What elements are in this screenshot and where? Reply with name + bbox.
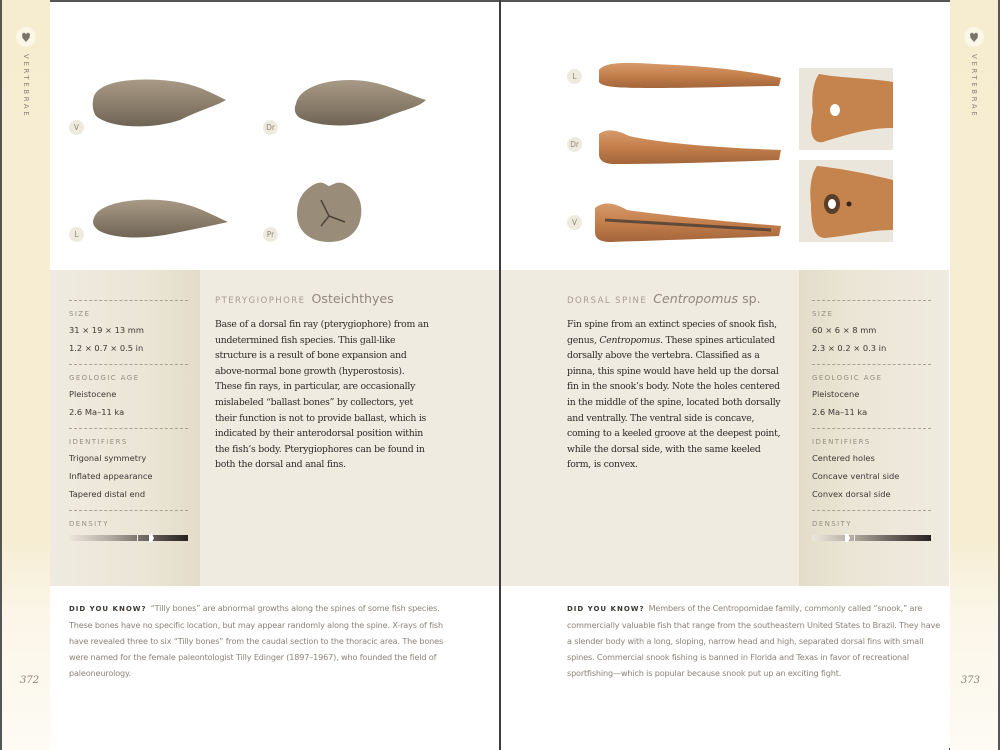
specimen-category: DORSAL SPINE <box>567 296 648 306</box>
view-badge-lateral: L <box>69 227 84 242</box>
description-text: Fin spine from an extinct species of snook fish, genus, <box>567 319 777 346</box>
section-tab-label: VERTEBRAE <box>970 54 978 119</box>
specimen-info-band <box>50 270 499 586</box>
did-you-know-section <box>50 586 499 750</box>
size-imperial-value: 1.2 × 0.7 × 0.5 in <box>69 343 144 353</box>
did-you-know-label: DID YOU KNOW? <box>69 605 147 613</box>
description-column <box>501 270 799 586</box>
right-page <box>501 0 1000 750</box>
geologic-age-label: GEOLOGIC AGE <box>69 374 140 382</box>
size-label: SIZE <box>69 310 91 318</box>
divider <box>69 510 188 511</box>
description-column <box>200 270 499 586</box>
did-you-know-section <box>501 586 949 750</box>
did-you-know-body: “Tilly bones” are abnormal growths along the spines of some fish species. These bones have no specific location, but may appear randomly along the spine. X-rays of fish have revealed three to six “Tilly bones” from the caudal section to the thoracic area. The bones were named for the female paleontologist Tilly Edinger (1897–1967), who founded the field of paleoneurology. <box>69 603 444 679</box>
section-tab-label: VERTEBRAE <box>22 54 30 119</box>
size-metric-value: 31 × 19 × 13 mm <box>69 325 144 335</box>
identifiers-label: IDENTIFIERS <box>69 438 128 446</box>
view-badge-dorsal: Dr <box>263 120 278 135</box>
specimen-photo-dorsal <box>595 126 785 166</box>
did-you-know-text <box>567 600 945 681</box>
identifier-item: Trigonal symmetry <box>69 453 147 463</box>
size-stat <box>812 310 931 354</box>
view-badge-proximal: Pr <box>263 227 278 242</box>
did-you-know-body: Members of the Centropomidae family, commonly called “snook,” are commercially valuable fish that range from the southeastern United States to Brazil. They have a slender body with a long, sloping, narrow head and high, separated dorsal fins with small spines. Commercial snook fishing is banned in Florida and Texas in favor of recreational sportfishing—which is popular because snook put up an exciting fight. <box>567 603 941 679</box>
identifier-item: Concave ventral side <box>812 471 900 481</box>
density-scale <box>69 535 188 541</box>
divider <box>69 428 188 429</box>
shell-icon <box>964 27 984 47</box>
specimen-taxon: Osteichthyes <box>311 291 394 306</box>
did-you-know-text <box>69 600 447 681</box>
specimen-species-suffix: sp. <box>738 291 761 306</box>
density-stat <box>69 520 188 541</box>
book-gutter <box>499 0 501 750</box>
identifiers-stat <box>812 438 931 500</box>
geologic-range-value: 2.6 Ma–11 ka <box>69 407 125 417</box>
divider <box>812 364 931 365</box>
geologic-age-stat <box>812 374 931 418</box>
view-badge-ventral: V <box>567 215 582 230</box>
identifier-item: Convex dorsal side <box>812 489 891 499</box>
description-genus: Centropomus <box>599 334 661 346</box>
specimen-info-band <box>501 270 949 586</box>
description-text: . These spines articulated dorsally above the vertebra. Classified as a pinna, this spine would have held up the dorsal fin in the snook’s body. Note the holes centered in the middle of the spine, located both dorsally and ventrally. The ventral side is concave, coming to a keeled groove at the deepest point, while the dorsal side, with the same keeled form, is convex. <box>567 334 781 471</box>
page-number: 373 <box>960 675 980 686</box>
density-label: DENSITY <box>812 520 852 528</box>
specimen-photo-lateral <box>595 58 785 94</box>
stats-sidebar <box>50 270 200 586</box>
specimen-description <box>567 317 781 473</box>
divider <box>812 300 931 301</box>
did-you-know-label: DID YOU KNOW? <box>567 605 645 613</box>
section-tab-strip <box>2 0 50 750</box>
divider <box>812 510 931 511</box>
specimen-photo-lateral <box>90 192 230 242</box>
section-tab-strip <box>950 0 998 750</box>
size-metric-value: 60 × 6 × 8 mm <box>812 325 877 335</box>
specimen-photo-proximal <box>293 180 365 246</box>
density-label: DENSITY <box>69 520 109 528</box>
divider <box>812 428 931 429</box>
specimen-photo-ventral <box>591 200 785 244</box>
geologic-age-stat <box>69 374 188 418</box>
divider <box>69 300 188 301</box>
size-label: SIZE <box>812 310 834 318</box>
view-badge-ventral: V <box>69 120 84 135</box>
specimen-photos <box>501 2 949 270</box>
identifiers-label: IDENTIFIERS <box>812 438 871 446</box>
geologic-epoch-value: Pleistocene <box>69 389 117 399</box>
view-badge-dorsal: Dr <box>567 137 582 152</box>
identifier-item: Centered holes <box>812 453 875 463</box>
specimen-description: Base of a dorsal fin ray (pterygiophore) from an undetermined fish species. This gall-like structure is a result of bone expansion and above-normal bone growth (hyperostosis). These fin rays, in particular, are occasionally mislabeled “ballast bones” by collectors, yet their function is not to provide ballast, which is indicated by their anterodorsal position within the fish’s body. Pterygiophores can be found in both the dorsal and anal fins. <box>215 319 429 471</box>
geologic-range-value: 2.6 Ma–11 ka <box>812 407 868 417</box>
page-number: 372 <box>20 675 40 686</box>
density-stat <box>812 520 931 541</box>
stats-sidebar <box>799 270 949 586</box>
size-stat <box>69 310 188 354</box>
specimen-photo-ventral <box>90 74 230 134</box>
specimen-photos <box>50 2 499 270</box>
identifier-item: Inflated appearance <box>69 471 153 481</box>
specimen-genus: Centropomus <box>653 291 739 306</box>
specimen-title <box>215 288 429 307</box>
specimen-category: PTERYGIOPHORE <box>215 296 306 306</box>
density-scale <box>812 535 931 541</box>
identifier-item: Tapered distal end <box>69 489 146 499</box>
geologic-age-label: GEOLOGIC AGE <box>812 374 883 382</box>
left-page <box>0 0 499 750</box>
shell-icon <box>16 27 36 47</box>
size-imperial-value: 2.3 × 0.2 × 0.3 in <box>812 343 887 353</box>
view-badge-lateral: L <box>567 69 582 84</box>
specimen-photo-dorsal <box>290 74 430 134</box>
identifiers-stat <box>69 438 188 500</box>
closeup-dorsal-hole-photo <box>799 68 893 150</box>
divider <box>69 364 188 365</box>
specimen-title <box>567 288 781 307</box>
closeup-ventral-hole-photo <box>799 160 893 242</box>
geologic-epoch-value: Pleistocene <box>812 389 860 399</box>
